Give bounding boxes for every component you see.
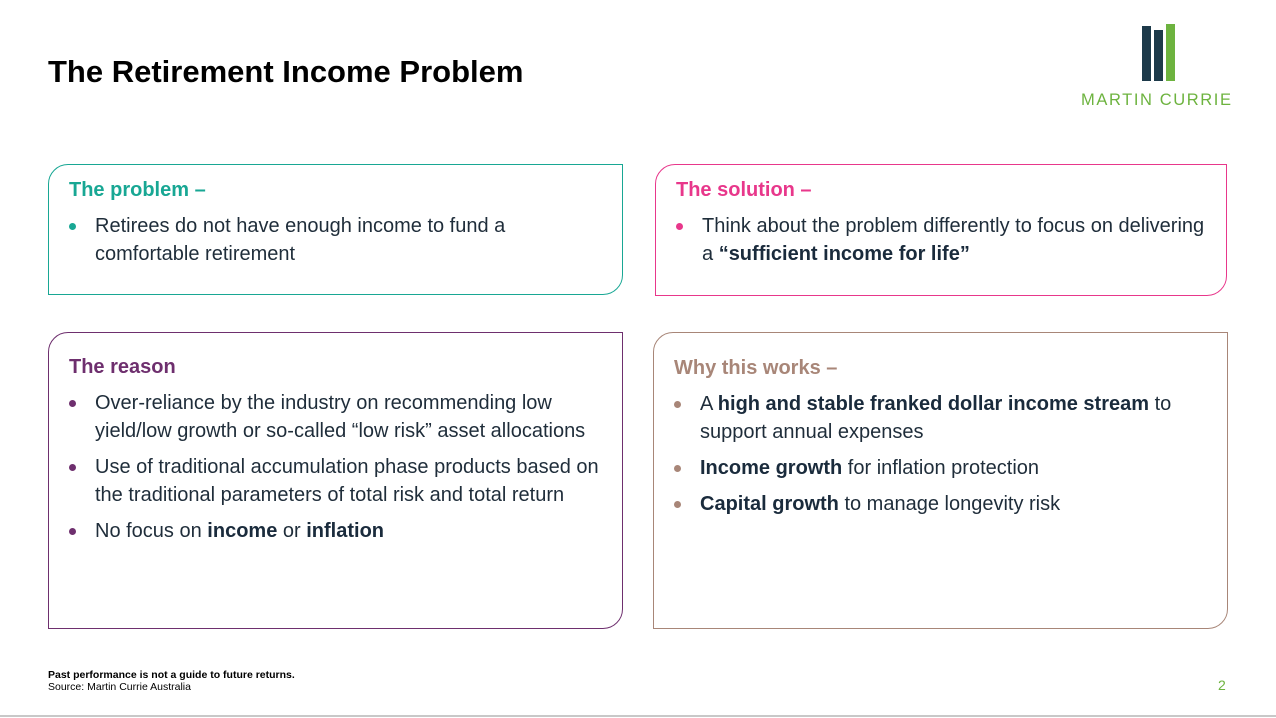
list-item-emphasis: “sufficient income for life”	[718, 243, 970, 265]
bullet-icon	[674, 501, 681, 508]
why-list	[674, 390, 1209, 518]
list-item-emphasis: Income growth	[700, 457, 843, 479]
solution-heading: The solution –	[676, 179, 812, 201]
list-item-text: or	[277, 520, 307, 542]
bullet-icon	[69, 528, 76, 535]
list-item-text: Think about the problem differently to focus on delivering a	[702, 215, 1205, 265]
why-heading: Why this works –	[674, 357, 838, 379]
bullet-icon	[69, 400, 76, 407]
list-item	[69, 389, 604, 445]
disclaimer-text: Past performance is not a guide to future returns.	[48, 669, 295, 681]
martin-currie-bars-icon	[1142, 24, 1176, 82]
list-item-text: Retirees do not have enough income to fund a comfortable retirement	[95, 215, 506, 265]
list-item-text: A	[700, 393, 718, 415]
problem-list	[69, 212, 604, 268]
list-item-text: to support annual expenses	[700, 393, 1172, 443]
list-item-emphasis: Capital growth	[700, 493, 839, 515]
bullet-icon	[674, 465, 681, 472]
problem-heading: The problem –	[69, 179, 206, 201]
reason-heading: The reason	[69, 356, 176, 378]
slide-title: The Retirement Income Problem	[48, 54, 524, 89]
problem-panel	[48, 164, 623, 295]
why-panel	[653, 332, 1228, 629]
source-text: Source: Martin Currie Australia	[48, 681, 191, 693]
list-item	[69, 453, 604, 509]
list-item	[674, 454, 1209, 482]
bullet-icon	[69, 464, 76, 471]
solution-panel	[655, 164, 1227, 296]
list-item	[69, 212, 604, 268]
solution-list	[676, 212, 1208, 268]
list-item-text: No focus on	[95, 520, 208, 542]
reason-panel	[48, 332, 623, 629]
bullet-icon	[674, 401, 681, 408]
reason-list	[69, 389, 604, 545]
list-item-emphasis: high and stable franked dollar income stream	[717, 393, 1150, 415]
bottom-divider	[0, 715, 1276, 717]
list-item	[676, 212, 1208, 268]
list-item-text: Use of traditional accumulation phase products based on the traditional parameters of total risk and total return	[95, 456, 599, 506]
list-item-text: Over-reliance by the industry on recommending low yield/low growth or so-called “low risk” asset allocations	[95, 392, 586, 442]
list-item-emphasis: inflation	[306, 520, 384, 542]
list-item	[69, 517, 604, 545]
list-item	[674, 490, 1209, 518]
footer	[48, 669, 295, 693]
bullet-icon	[676, 223, 683, 230]
list-item-text: for inflation protection	[842, 457, 1040, 479]
page-number: 2	[1218, 677, 1226, 693]
bullet-icon	[69, 223, 76, 230]
list-item-emphasis: income	[207, 520, 278, 542]
list-item	[674, 390, 1209, 446]
martin-currie-logo	[1076, 24, 1242, 114]
logo-wordmark: MARTIN CURRIE	[1081, 91, 1233, 109]
list-item-text: to manage longevity risk	[838, 493, 1061, 515]
